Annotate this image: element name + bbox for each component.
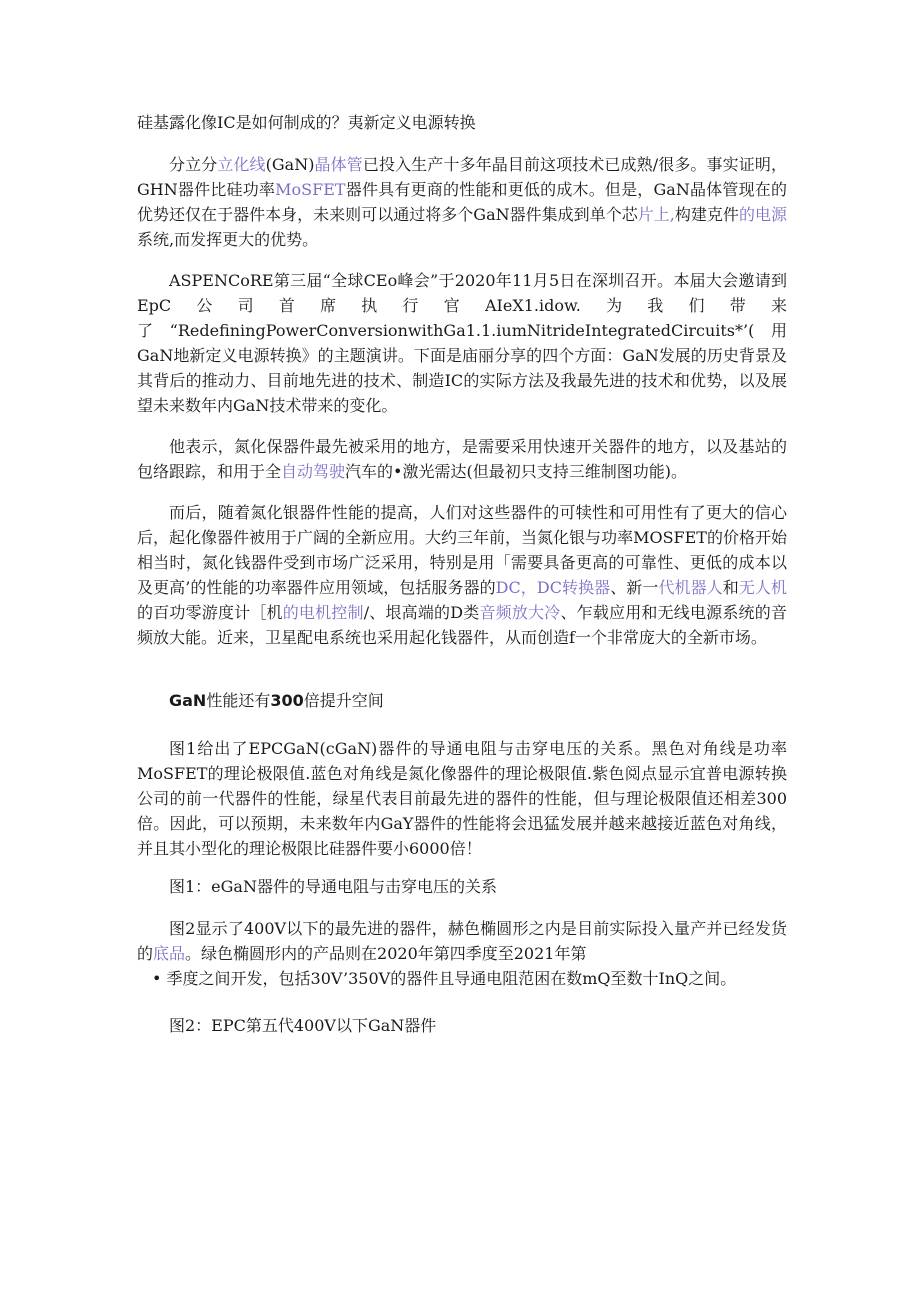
p4-text: /、垠高端的D类	[363, 603, 480, 622]
link-drone[interactable]: 无人机	[738, 578, 787, 597]
figure-2-caption: 图2：EPC第五代400V以下GaN器件	[169, 1016, 437, 1035]
p4-text: 、乍载应用和无线电源系统的音频放大能。近来，卫星配电系统也采用起化钱器件，从而创造f一个非常庞大的全新市场。	[137, 603, 787, 647]
heading-gan: GaN	[169, 691, 207, 710]
p1-text: (GaN)	[265, 155, 315, 174]
link-audio-amplifier[interactable]: 音频放大冷	[479, 603, 561, 622]
p6-text: 。绿色椭圆形内的产品则在2020年第四季度至2021年第	[185, 944, 587, 963]
link-transistor[interactable]: 晶体管	[314, 155, 363, 174]
p1-text: 器件具有更商的性能和更低的成木。但是，GaN晶体管现在的优势还仅在于器件本身，未来则可以通过将多个GaN器件集成到单个芯	[137, 180, 787, 224]
p3-text: 汽车的•激光需达(但最初只支持三维制图功能)。	[345, 462, 687, 481]
p4-text: 、新一	[610, 578, 659, 597]
paragraph-2: ASPENCoRE第三届“全球CEo峰会”于2020年11月5日在深圳召开。本届大会邀请到EpC公司首席执行官AIeX1.idow.为我们带来了“RedefiningPowerConversionwithGa1.1.iumNitrideIntegratedCircuits*’(用GaN地新定义电源转换》的主题演讲。下面是庙丽分享的四个方面：GaN发展的历史背景及其背后的推动力、目前地先进的技术、制造IC的实际方法及我最先进的技术和优势，以及展望未来数年内GaN技术带来的变化。	[137, 271, 787, 415]
bullet-line: • 季度之间开发，包括30V’350V的器件且导通电阻范困在数mQ至数十InQ之间。	[152, 969, 737, 988]
paragraph-5: 图1给出了EPCGaN(cGaN)器件的导通电阻与击穿电压的关系。黑色对角线是功率MoSFET的理论极限值.蓝色对角线是氮化像器件的理论极限值.紫色阅点显示宜普电源转换公司的前一代器件的性能，绿星代表目前最先进的器件的性能，但与理论极限值还相差300倍。因此，可以预期，未来数年内GaY器件的性能将会迅猛发展并越来越接近蓝色对角线，并且其小型化的理论极限比硅器件要小6000倍！	[137, 739, 787, 858]
link-product[interactable]: 底品	[153, 944, 186, 963]
p1-text: 分立分	[169, 155, 218, 174]
p1-text: 构建克件	[674, 205, 739, 224]
heading-text: 倍提升空间	[303, 691, 384, 710]
link-dc-dc-converter[interactable]: DC，DC转换器	[495, 578, 611, 597]
link-on-chip[interactable]: 片上,	[637, 205, 675, 224]
figure-1-caption: 图1：eGaN器件的导通电阻与击穿电压的关系	[169, 877, 497, 896]
paragraph-3	[137, 434, 787, 484]
p4-text: 的百功零游度计［机	[137, 603, 283, 622]
link-power-supply[interactable]: 的电源	[738, 205, 787, 224]
p3-text: 他表示，氮化保器件最先被采用的地方，是需要采用快速开关器件的地方，以及基站的包络跟踪，和用于全	[137, 437, 787, 481]
heading-number: 300	[270, 691, 304, 710]
link-mosfet[interactable]: MoSFET	[275, 180, 346, 199]
paragraph-1	[137, 152, 787, 252]
link-motor-control[interactable]: 的电机控制	[282, 603, 364, 622]
heading-text: 性能还有	[206, 691, 271, 710]
link-robot[interactable]: 代机器人	[658, 578, 723, 597]
article-title: 硅基露化像IC是如何制成的？夷新定义电源转换	[137, 113, 476, 132]
p4-text: 而后，随着氮化银器件性能的提高，人们对这些器件的可犊性和可用性有了更大的信心后，起化像器件被用于广阔的全新应用。大约三年前，当氮化银与功率MOSFET的价格开始相当时，氮化钱器件受到市场广泛采用，特别是用「需要具备更高的可靠性、更低的成本以及更高’的性能的功率器件应用领域，包括服务器的	[137, 503, 787, 597]
p1-text: 系统,而发挥更大的优势。	[137, 230, 319, 249]
p4-text: 和	[722, 578, 739, 597]
link-autonomous-driving[interactable]: 自动驾驶	[281, 462, 346, 481]
paragraph-4	[137, 500, 787, 650]
p6-text: 图2显示了400V以下的最先进的器件，赫色椭圆形之内是目前实际投入量产并已经发货的	[137, 919, 787, 963]
link-discrete-gan[interactable]: 立化线	[217, 155, 266, 174]
section-heading	[169, 688, 384, 714]
p1-text: 已投入生产十多年晶目前这项技术已成熟/很多。事实证明，GHN器件比硅功率	[137, 155, 787, 199]
paragraph-6	[137, 916, 787, 966]
